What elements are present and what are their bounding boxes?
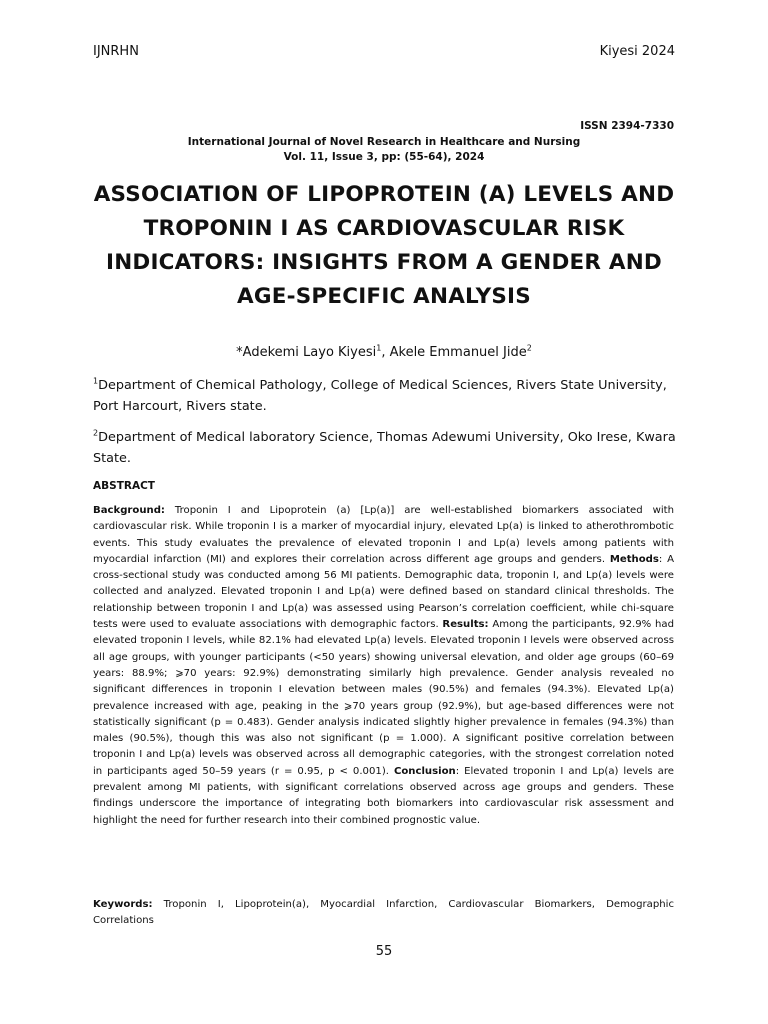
author-2: Akele Emmanuel Jide <box>389 345 527 360</box>
running-header-journal: IJNRHN <box>93 44 139 59</box>
keywords-label: Keywords: <box>93 899 153 910</box>
affiliation-1 <box>93 375 678 417</box>
journal-name: International Journal of Novel Research in Healthcare and Nursing <box>187 136 581 148</box>
methods-text: : A cross-sectional study was conducted among 56 MI patients. Demographic data, troponin I, and Lp(a) levels were collected and analyzed. Elevated troponin I and Lp(a) were defined based on standard clinical thresholds. The relationship between troponin I and Lp(a) was assessed using Pearson’s correlation coefficient, while chi-square tests were used to evaluate associations with demographic factors. <box>93 553 675 631</box>
keywords <box>93 897 674 930</box>
author-list <box>0 345 768 360</box>
author-1: *Adekemi Layo Kiyesi <box>236 345 377 360</box>
author-separator: , <box>381 345 390 360</box>
paper-title: ASSOCIATION OF LIPOPROTEIN (A) LEVELS AND TROPONIN I AS CARDIOVASCULAR RISK INDICATORS: INSIGHTS FROM A GENDER AND AGE-SPECIFIC ANALYSIS <box>93 182 675 309</box>
journal-info <box>0 135 768 165</box>
affiliation-2-text: Department of Medical laboratory Science, Thomas Adewumi University, Oko Irese, Kwara State. <box>93 430 676 466</box>
journal-volume: Vol. 11, Issue 3, pp: (55-64), 2024 <box>283 151 485 163</box>
results-text: Among the participants, 92.9% had elevated troponin I levels, while 82.1% had elevated Lp(a) levels. Elevated troponin I levels were observed across all age groups, with younger participants (<50 years) showing universal elevation, and older age groups (60–69 years: 88.9%; ⩾70 years: 92.9%) demonstrating similarly high prevalence. Gender analysis revealed no significant differences in troponin I elevation between males (90.5%) and females (94.3%). Elevated Lp(a) prevalence increased with age, peaking in the ⩾70 years group (92.9%), but age-based differences were not statistically significant (p = 0.483). Gender analysis indicated slightly higher prevalence in females (94.3%) than males (90.5%), though this was also not significant (p = 1.000). A significant positive correlation between troponin I and Lp(a) levels was observed across all demographic categories, with the strongest correlation noted in participants aged 50–59 years (r = 0.95, p < 0.001). <box>93 619 674 777</box>
background-label: Background: <box>93 505 165 516</box>
abstract-heading: ABSTRACT <box>93 480 155 492</box>
affiliation-2 <box>93 427 678 469</box>
affiliation-2-mark: 2 <box>93 428 99 438</box>
keywords-text: Troponin I, Lipoprotein(a), Myocardial Infarction, Cardiovascular Biomarkers, Demographic Correlations <box>93 899 674 927</box>
author-2-affiliation-mark: 2 <box>526 343 532 353</box>
affiliation-1-text: Department of Chemical Pathology, College of Medical Sciences, Rivers State University, Port Harcourt, Rivers state. <box>93 378 667 414</box>
issn: ISSN 2394-7330 <box>580 120 674 132</box>
conclusion-text: : Elevated troponin I and Lp(a) levels are prevalent among MI patients, with significant correlations observed across age groups and genders. These findings underscore the importance of integrating both biomarkers into cardiovascular risk assessment and highlight the need for further research into their combined prognostic value. <box>93 765 675 826</box>
abstract-body <box>93 503 674 829</box>
results-label: Results: <box>442 619 489 631</box>
author-1-affiliation-mark: 1 <box>376 343 382 353</box>
conclusion-label: Conclusion <box>393 765 456 777</box>
affiliation-1-mark: 1 <box>93 376 99 386</box>
running-header-author-year: Kiyesi 2024 <box>599 44 675 59</box>
background-text: Troponin I and Lipoprotein (a) [Lp(a)] are well-established biomarkers associated with cardiovascular risk. While troponin I is a marker of myocardial injury, elevated Lp(a) is linked to atherothrombotic events. This study evaluates the prevalence of elevated troponin I and Lp(a) levels among patients with myocardial infarction (MI) and explores their correlation across different age groups and genders. <box>93 505 674 565</box>
methods-label: Methods <box>609 553 659 565</box>
page-number: 55 <box>375 944 393 959</box>
